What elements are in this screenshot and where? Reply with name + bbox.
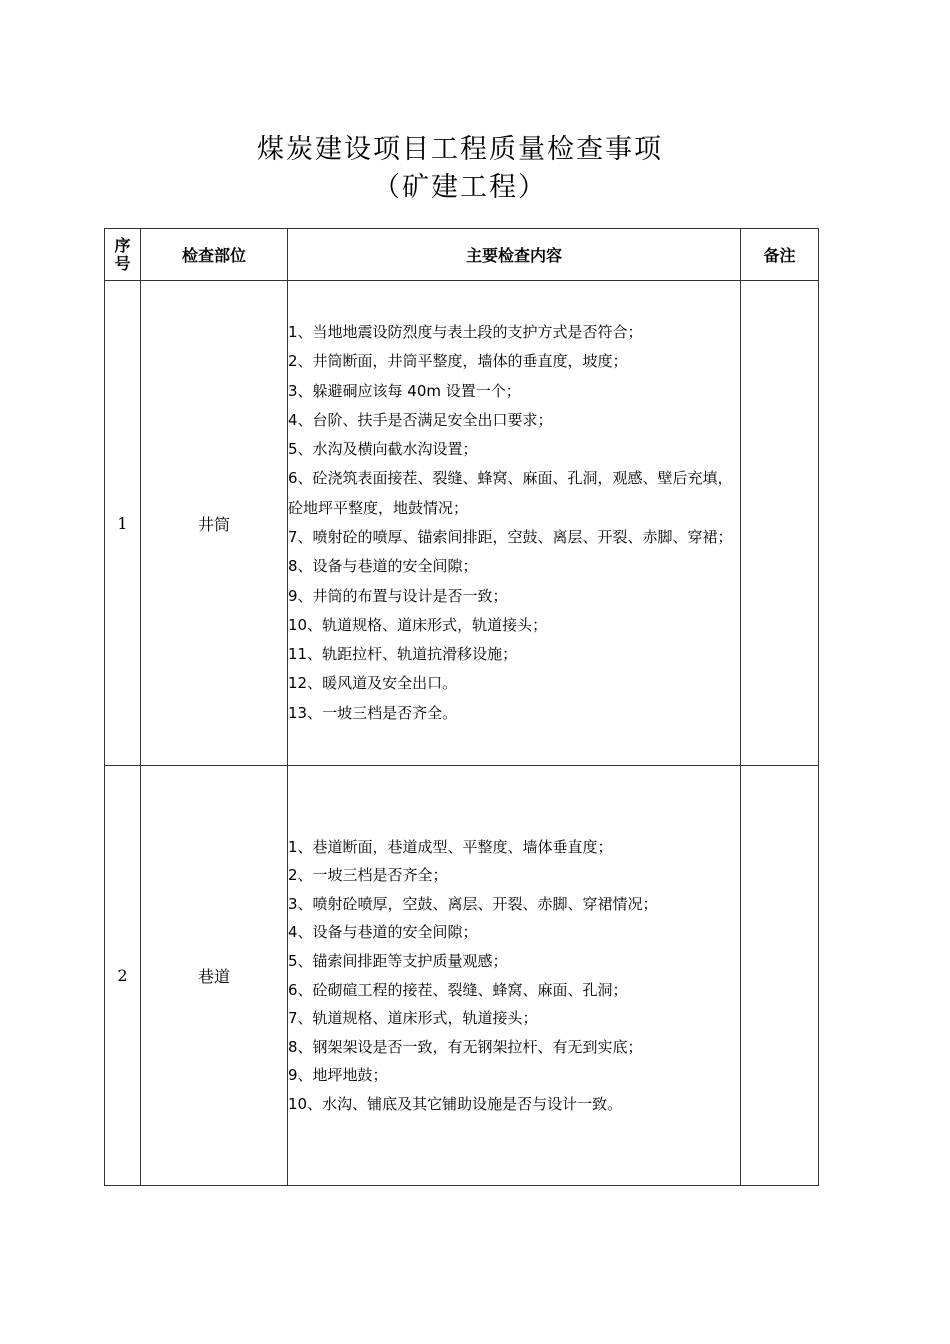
list-item: 10、水沟、铺底及其它铺助设施是否与设计一致。 xyxy=(288,1094,623,1113)
list-item: 1、巷道断面，巷道成型、平整度、墙体垂直度； xyxy=(288,837,613,856)
header-serial-line1: 序 xyxy=(114,235,131,255)
list-item: 9、地坪地鼓； xyxy=(288,1066,388,1085)
list-item: 2、井筒断面，井筒平整度，墙体的垂直度，坡度； xyxy=(288,352,628,371)
table-header-row xyxy=(105,229,819,281)
row-serial-number: 2 xyxy=(105,766,141,1186)
list-item: 8、设备与巷道的安全间隙； xyxy=(288,557,478,576)
inspection-table xyxy=(104,228,819,1186)
list-item: 4、设备与巷道的安全间隙； xyxy=(288,923,478,942)
list-item: 6、砼浇筑表面接茬、裂缝、蜂窝、麻面、孔洞，观感、壁后充填，砼地坪平整度，地鼓情况； xyxy=(288,469,733,517)
list-item: 11、轨距拉杆、轨道抗滑移设施； xyxy=(288,645,518,664)
table-row xyxy=(105,766,819,1186)
header-inspection-part: 检查部位 xyxy=(141,229,288,281)
document-title: 煤炭建设项目工程质量检查事项 xyxy=(257,134,663,165)
row-serial-number: 1 xyxy=(105,281,141,766)
list-item: 9、井筒的布置与设计是否一致； xyxy=(288,586,508,605)
list-item: 1、当地地震设防烈度与表土段的支护方式是否符合； xyxy=(288,322,643,341)
list-item: 5、水沟及横向截水沟设置； xyxy=(288,440,478,459)
list-item: 7、喷射砼的喷厚、锚索间排距，空鼓、离层、开裂、赤脚、穿裙； xyxy=(288,528,733,546)
row-remark xyxy=(741,281,819,766)
list-item: 5、锚索间排距等支护质量观感； xyxy=(288,951,508,970)
list-item: 12、暖风道及安全出口。 xyxy=(288,674,458,693)
table-row xyxy=(105,281,819,766)
header-remark: 备注 xyxy=(741,229,819,281)
header-main-content: 主要检查内容 xyxy=(288,229,741,281)
list-item: 6、砼砌碹工程的接茬、裂缝、蜂窝、麻面、孔洞； xyxy=(288,980,628,999)
header-serial-number xyxy=(105,229,141,281)
list-item: 7、轨道规格、道床形式，轨道接头； xyxy=(288,1009,538,1028)
list-item: 4、台阶、扶手是否满足安全出口要求； xyxy=(288,410,553,429)
list-item: 2、一坡三档是否齐全； xyxy=(288,866,448,885)
header-serial-line2: 号 xyxy=(114,253,131,273)
document-subtitle: （矿建工程） xyxy=(373,172,547,203)
row-remark xyxy=(741,766,819,1186)
list-item: 8、钢架架设是否一致，有无钢架拉杆、有无到实底； xyxy=(288,1037,643,1056)
row-inspection-part: 井筒 xyxy=(141,281,288,766)
row-inspection-part: 巷道 xyxy=(141,766,288,1186)
row-content-list xyxy=(288,766,741,1186)
list-item: 10、轨道规格、道床形式，轨道接头； xyxy=(288,615,548,634)
row-content-list xyxy=(288,281,741,766)
list-item: 13、一坡三档是否齐全。 xyxy=(288,703,458,722)
list-item: 3、躲避硐应该每 40m 设置一个； xyxy=(288,381,521,400)
list-item: 3、喷射砼喷厚，空鼓、离层、开裂、赤脚、穿裙情况； xyxy=(288,894,658,913)
